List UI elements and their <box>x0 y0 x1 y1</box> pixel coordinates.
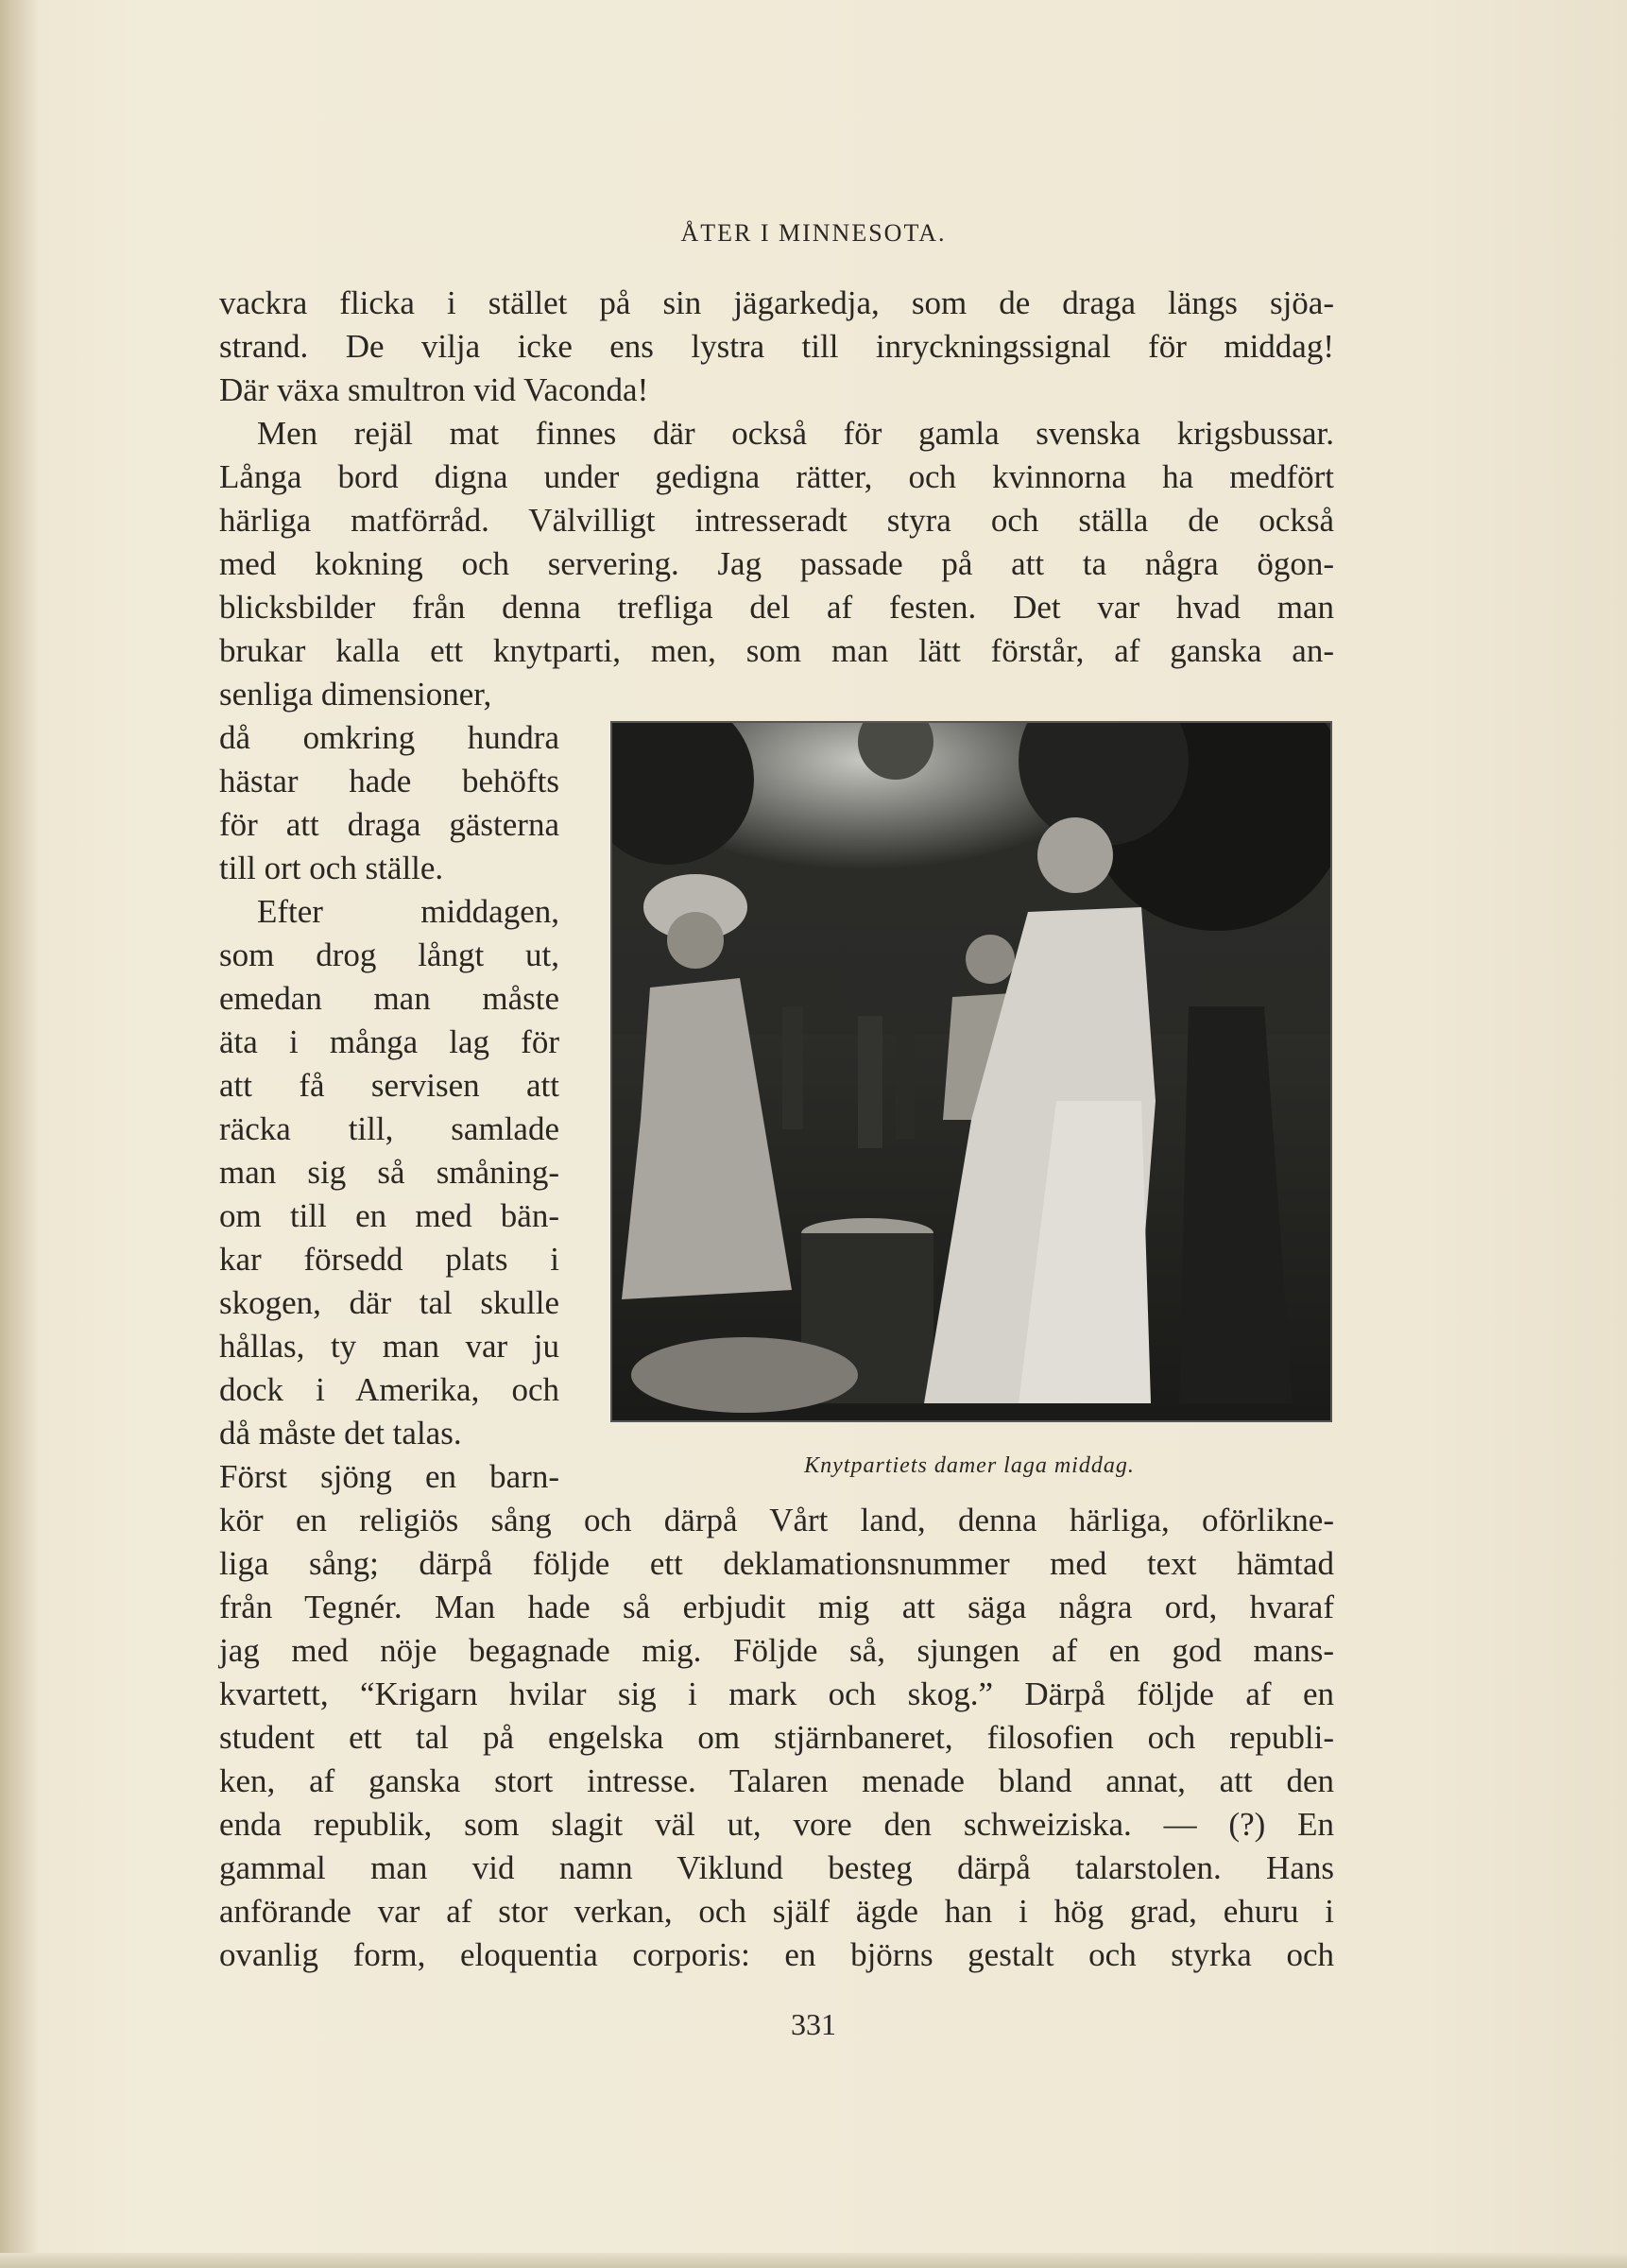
text-line: student ett tal på engelska om stjärnbaneret, filosofien och republi- <box>219 1719 1334 1756</box>
text-line: kör en religiös sång och därpå Vårt land, denna härliga, oförlikne- <box>219 1502 1334 1538</box>
text-line: strand. De vilja icke ens lystra till inryckningssignal för middag! <box>219 328 1334 365</box>
text-line: brukar kalla ett knytparti, men, som man lätt förstår, af ganska an- <box>219 632 1334 669</box>
text-line: vackra flicka i stället på sin jägarkedja, som de draga längs sjöa- <box>219 284 1334 321</box>
text-line: med kokning och servering. Jag passade på att ta några ögon- <box>219 545 1334 582</box>
text-line: liga sång; därpå följde ett deklamationsnummer med text hämtad <box>219 1545 1334 1582</box>
text-line: hästar hade behöfts <box>219 763 559 799</box>
text-line: gammal man vid namn Viklund besteg därpå talarstolen. Hans <box>219 1849 1334 1886</box>
text-line: skogen, där tal skulle <box>219 1284 559 1321</box>
text-line: då måste det talas. <box>219 1415 462 1452</box>
text-line: då omkring hundra <box>219 719 559 756</box>
text-line: äta i många lag för <box>219 1023 559 1060</box>
running-head: ÅTER I MINNESOTA. <box>680 219 947 247</box>
text-line: om till en med bän- <box>219 1197 559 1234</box>
text-line: dock i Amerika, och <box>219 1371 559 1408</box>
text-line: anförande var af stor verkan, och själf ägde han i hög grad, ehuru i <box>219 1893 1334 1930</box>
text-line: ovanlig form, eloquentia corporis: en björns gestalt och styrka och <box>219 1936 1334 1973</box>
photograph <box>610 721 1332 1422</box>
text-line: Först sjöng en barn- <box>219 1458 559 1495</box>
text-line: Men rejäl mat finnes där också för gamla svenska krigsbussar. <box>257 415 1334 452</box>
text-line: enda republik, som slagit väl ut, vore den schweiziska. — (?) En <box>219 1806 1334 1843</box>
text-line: ken, af ganska stort intresse. Talaren menade bland annat, att den <box>219 1762 1334 1799</box>
text-line: man sig så småning- <box>219 1154 559 1191</box>
text-line: jag med nöje begagnade mig. Följde så, sjungen af en god mans- <box>219 1632 1334 1669</box>
text-line: kvartett, “Krigarn hvilar sig i mark och skog.” Därpå följde af en <box>219 1675 1334 1712</box>
text-line: senliga dimensioner, <box>219 676 492 713</box>
photograph-illustration <box>612 723 1330 1420</box>
text-line: härliga matförråd. Välvilligt intresseradt styra och ställa de också <box>219 502 1334 539</box>
text-line: Långa bord digna under gedigna rätter, och kvinnorna ha medfört <box>219 458 1334 495</box>
text-line: emedan man måste <box>219 980 559 1017</box>
text-line: kar försedd plats i <box>219 1241 559 1278</box>
text-line: till ort och ställe. <box>219 850 444 886</box>
text-line: som drog långt ut, <box>219 936 559 973</box>
page-bottom-edge <box>0 2253 1627 2268</box>
figure-caption: Knytpartiets damer laga middag. <box>804 1453 1135 1478</box>
text-line: blicksbilder från denna trefliga del af festen. Det var hvad man <box>219 589 1334 626</box>
page-number: 331 <box>791 2007 836 2041</box>
text-line: från Tegnér. Man hade så erbjudit mig att säga några ord, hvaraf <box>219 1589 1334 1625</box>
page-spine-shadow <box>0 0 38 2268</box>
text-line: räcka till, samlade <box>219 1110 559 1147</box>
text-line: Där växa smultron vid Vaconda! <box>219 371 649 408</box>
text-line: för att draga gästerna <box>219 806 559 843</box>
text-line: Efter middagen, <box>257 893 559 930</box>
text-line: hållas, ty man var ju <box>219 1328 559 1365</box>
text-line: att få servisen att <box>219 1067 559 1104</box>
